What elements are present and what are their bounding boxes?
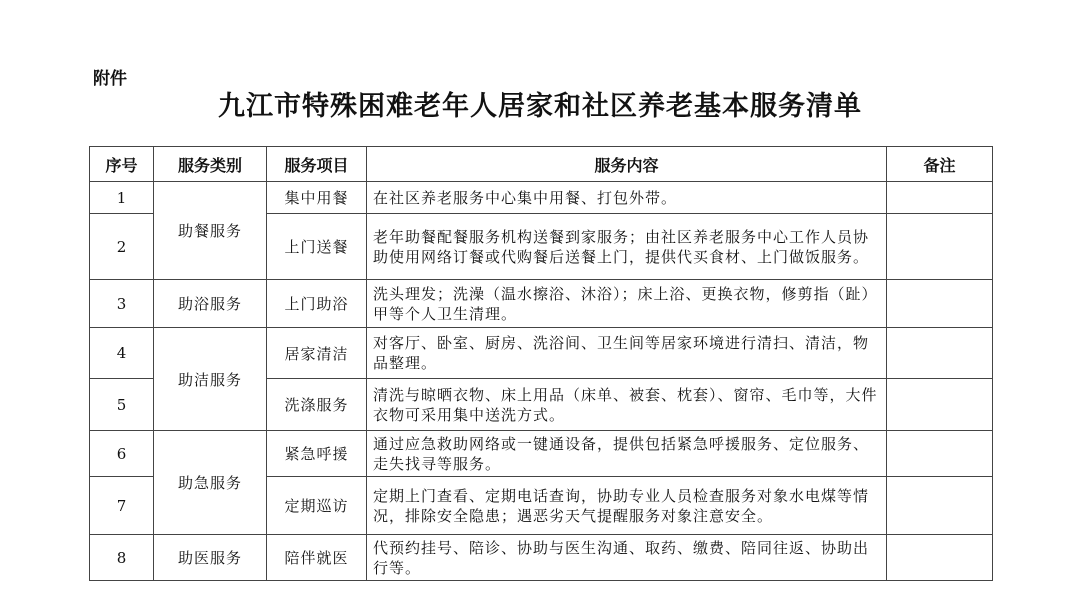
row-remark [887,182,993,214]
row-content: 代预约挂号、陪诊、协助与医生沟通、取药、缴费、陪同往返、协助出行等。 [367,535,887,581]
row-remark [887,477,993,535]
row-category: 助洁服务 [154,328,267,431]
row-content: 清洗与晾晒衣物、床上用品（床单、被套、枕套）、窗帘、毛巾等，大件衣物可采用集中送洗方式。 [367,379,887,431]
row-category: 助医服务 [154,535,267,581]
header-category: 服务类别 [154,147,267,182]
row-remark [887,280,993,328]
row-item: 定期巡访 [267,477,367,535]
row-item: 陪伴就医 [267,535,367,581]
row-item: 上门送餐 [267,214,367,280]
service-list-table [89,146,993,581]
header-no: 序号 [90,147,154,182]
document-title: 九江市特殊困难老年人居家和社区养老基本服务清单 [218,91,862,122]
row-content: 定期上门查看、定期电话查询，协助专业人员检查服务对象水电煤等情况，排除安全隐患；遇恶劣天气提醒服务对象注意安全。 [367,477,887,535]
header-item: 服务项目 [267,147,367,182]
row-item: 紧急呼援 [267,431,367,477]
table-row [90,328,993,379]
row-content: 对客厅、卧室、厨房、洗浴间、卫生间等居家环境进行清扫、清洁，物品整理。 [367,328,887,379]
row-no: 3 [90,280,154,328]
header-remark: 备注 [887,147,993,182]
row-item: 上门助浴 [267,280,367,328]
row-no: 5 [90,379,154,431]
table-row [90,535,993,581]
row-category: 助浴服务 [154,280,267,328]
header-content: 服务内容 [367,147,887,182]
table-header-row [90,147,993,182]
row-remark [887,328,993,379]
row-remark [887,431,993,477]
table-row [90,182,993,214]
row-content: 在社区养老服务中心集中用餐、打包外带。 [367,182,887,214]
row-content: 通过应急救助网络或一键通设备，提供包括紧急呼援服务、定位服务、走失找寻等服务。 [367,431,887,477]
row-content: 洗头理发；洗澡（温水擦浴、沐浴）；床上浴、更换衣物，修剪指（趾）甲等个人卫生清理。 [367,280,887,328]
row-no: 8 [90,535,154,581]
row-item: 居家清洁 [267,328,367,379]
row-item: 集中用餐 [267,182,367,214]
row-no: 1 [90,182,154,214]
table-row [90,431,993,477]
row-remark [887,214,993,280]
row-no: 2 [90,214,154,280]
row-category: 助急服务 [154,431,267,535]
table-row [90,280,993,328]
row-no: 6 [90,431,154,477]
row-remark [887,535,993,581]
row-content: 老年助餐配餐服务机构送餐到家服务；由社区养老服务中心工作人员协助使用网络订餐或代购餐后送餐上门，提供代买食材、上门做饭服务。 [367,214,887,280]
row-no: 7 [90,477,154,535]
row-item: 洗涤服务 [267,379,367,431]
row-category: 助餐服务 [154,182,267,280]
attachment-label: 附件 [93,69,127,89]
row-remark [887,379,993,431]
row-no: 4 [90,328,154,379]
